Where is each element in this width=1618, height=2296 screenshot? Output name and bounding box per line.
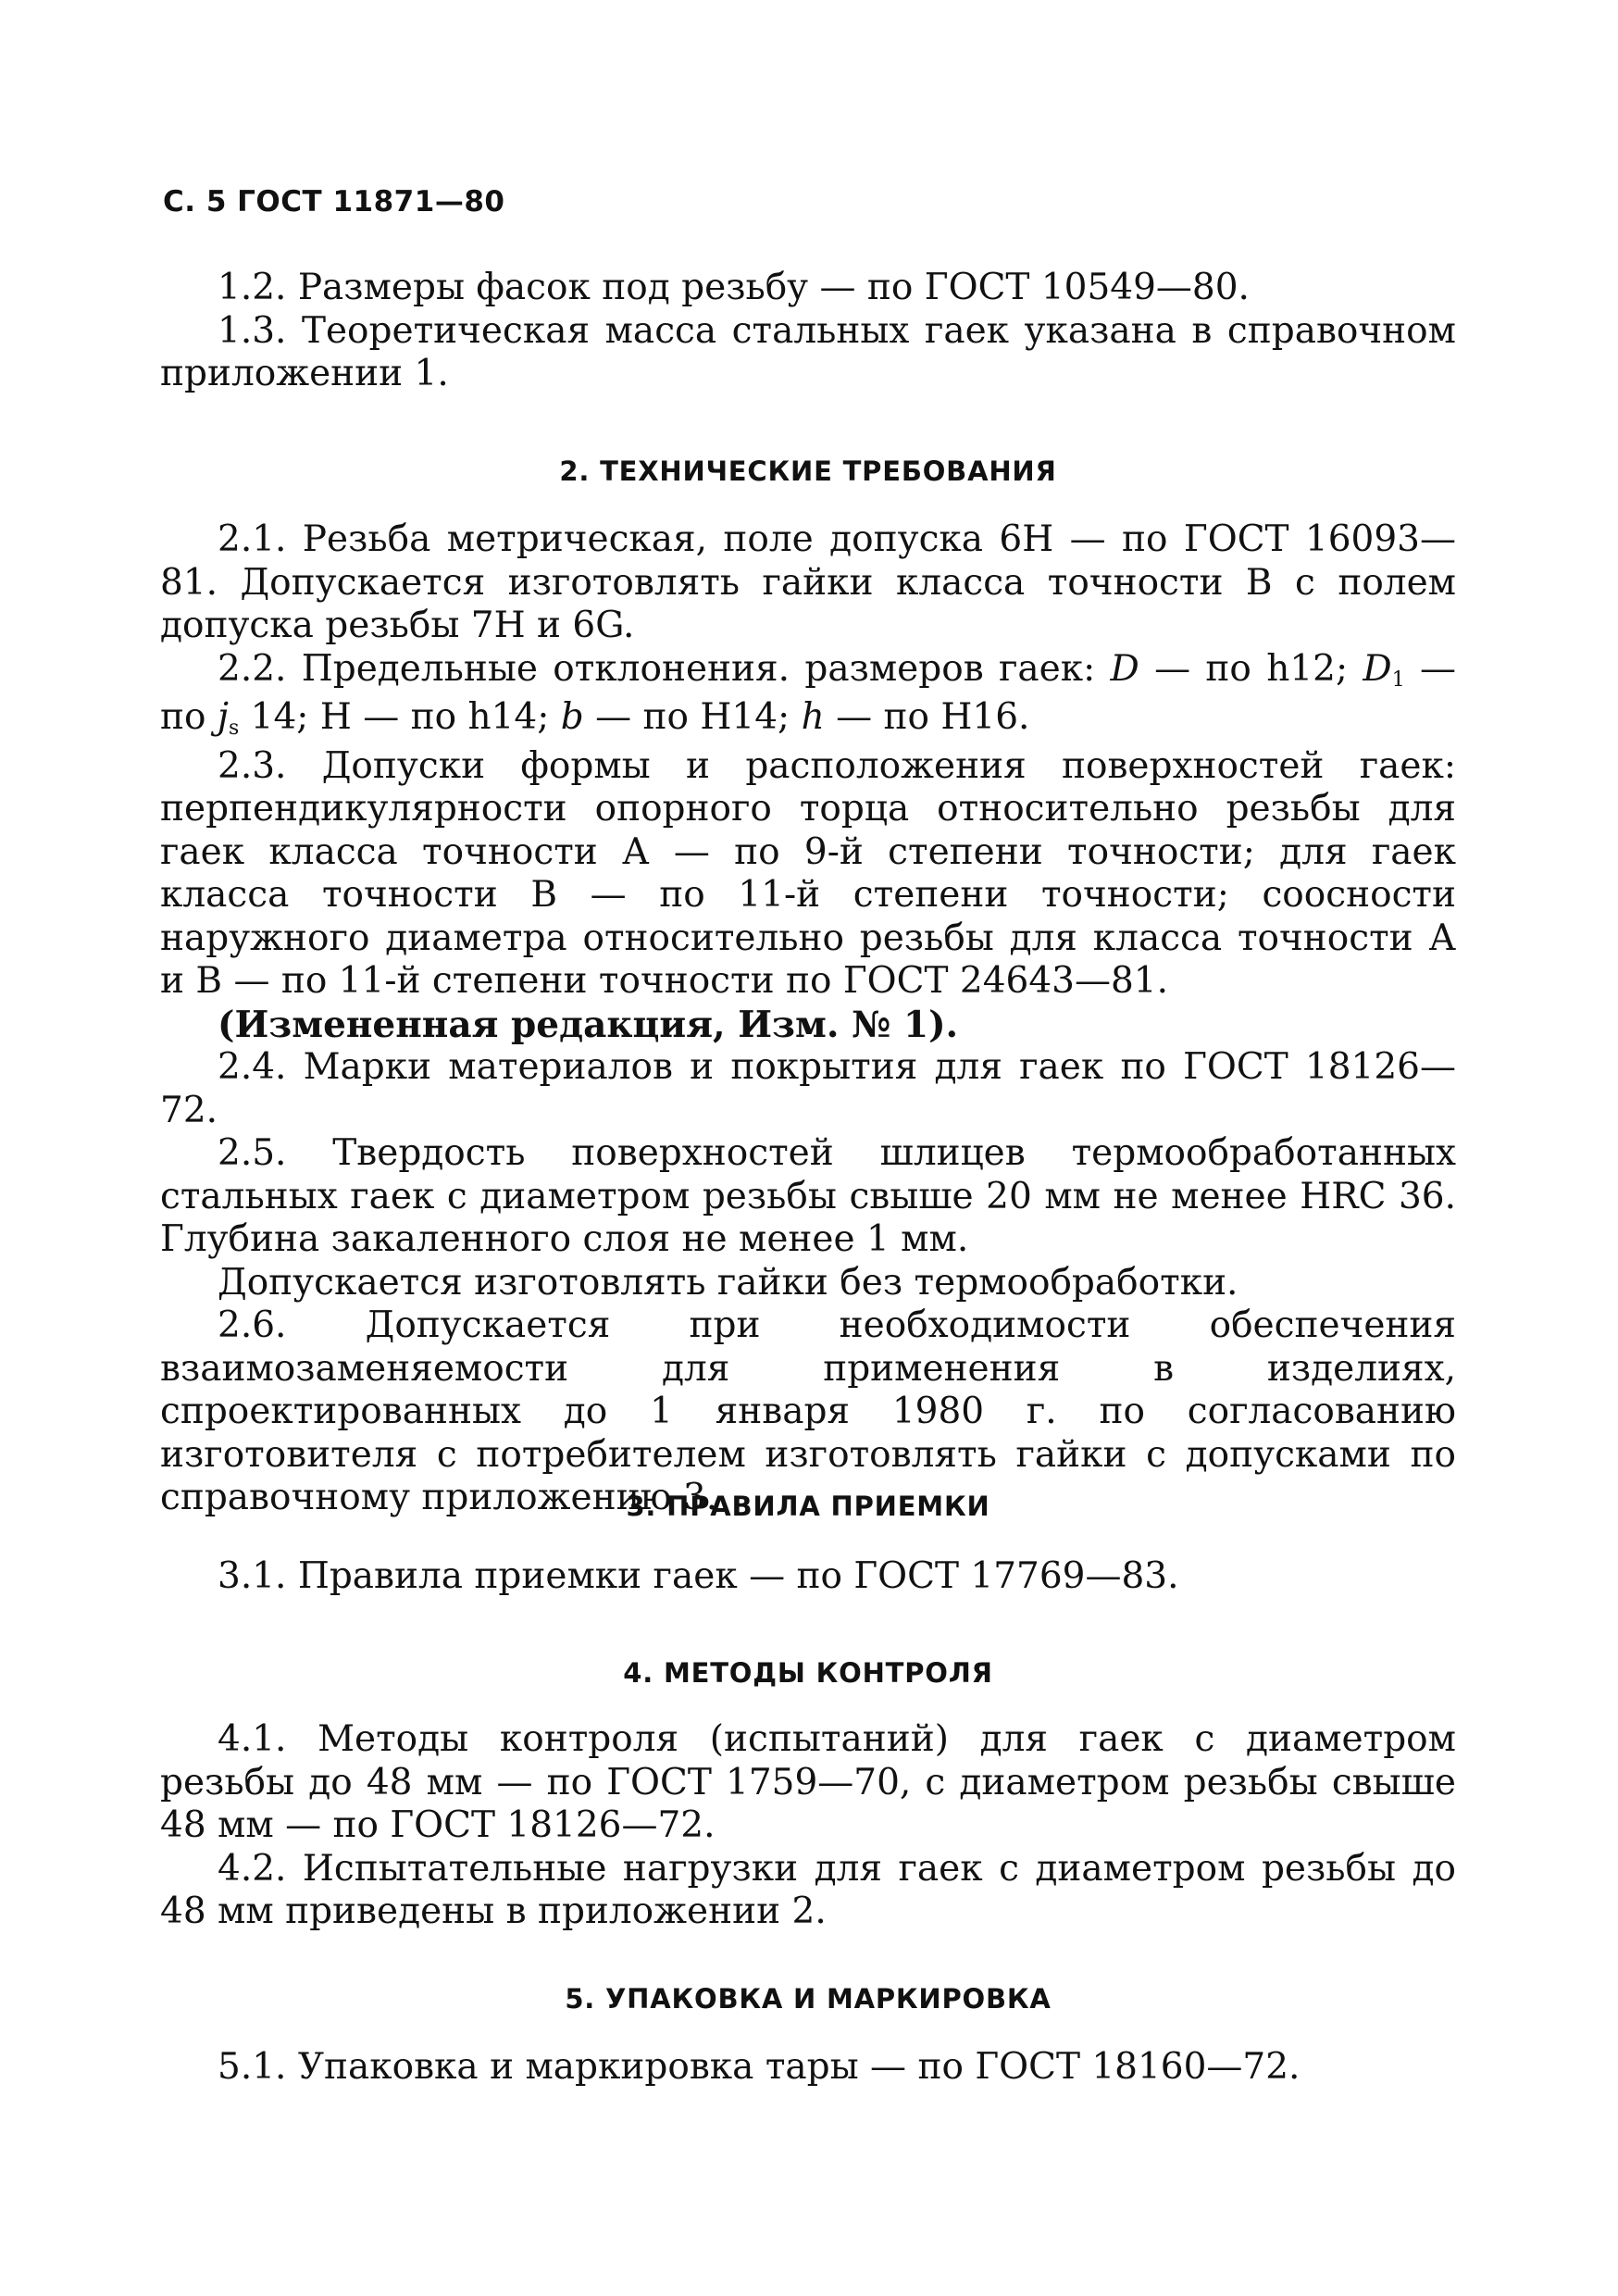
section-2-heading: 2. ТЕХНИЧЕСКИЕ ТРЕБОВАНИЯ	[559, 455, 1057, 487]
paragraph-2-6: 2.6. Допускается при необходимости обеспечения взаимозаменяемости для применения в изделиях, спроектированных до 1 января 1980 г. по согласованию изготовителя с потребителем изготовлять гайки с допусками по справочному приложению 3.	[160, 1304, 1456, 1518]
amendment-note: (Измененная редакция, Изм. № 1).	[218, 1003, 959, 1046]
paragraph-2-3: 2.3. Допуски формы и расположения поверхностей гаек: перпендикулярности опорного торца относительно резьбы для гаек класса точности А — по 9-й степени точности; для гаек класса точности В — по 11-й степени точности; соосности наружного диаметра относительно резьбы для класса точности А и В — по 11-й степени точности по ГОСТ 24643—81.	[160, 744, 1456, 1002]
running-head: С. 5 ГОСТ 11871—80	[163, 185, 505, 218]
paragraph-2-5: 2.5. Твердость поверхностей шлицев термообработанных стальных гаек с диаметром резьбы свыше 20 мм не менее HRC 36. Глубина закаленного слоя не менее 1 мм.	[160, 1132, 1456, 1260]
paragraph-2-4: 2.4. Марки материалов и покрытия для гаек по ГОСТ 18126—72.	[160, 1046, 1456, 1131]
section-1-body	[160, 267, 1456, 396]
paragraph-1-2: 1.2. Размеры фасок под резьбу — по ГОСТ 10549—80.	[218, 267, 1250, 308]
section-2-body	[160, 518, 1456, 1520]
paragraph-2-5-note: Допускается изготовлять гайки без термообработки.	[218, 1261, 1238, 1304]
paragraph-2-1: 2.1. Резьба метрическая, поле допуска 6Н — по ГОСТ 16093—81. Допускается изготовлять гайки класса точности В с полем допуска резьбы 7Н и 6G.	[160, 518, 1456, 646]
paragraph-4-2: 4.2. Испытательные нагрузки для гаек с диаметром резьбы до 48 мм приведены в приложении 2.	[160, 1847, 1456, 1932]
paragraph-3-1: 3.1. Правила приемки гаек — по ГОСТ 17769—83.	[218, 1555, 1179, 1597]
paragraph-1-3: 1.3. Теоретическая масса стальных гаек указана в справочном приложении 1.	[160, 309, 1456, 394]
section-4-heading: 4. МЕТОДЫ КОНТРОЛЯ	[623, 1657, 993, 1689]
paragraph-5-1: 5.1. Упаковка и маркировка тары — по ГОСТ 18160—72.	[218, 2046, 1301, 2088]
section-5-heading: 5. УПАКОВКА И МАРКИРОВКА	[565, 1983, 1052, 2015]
section-3-heading: 3. ПРАВИЛА ПРИЕМКИ	[626, 1491, 990, 1522]
section-5-body	[160, 2046, 1456, 2090]
section-3-body	[160, 1555, 1456, 1599]
section-4-body	[160, 1718, 1456, 1934]
paragraph-2-2: 2.2. Предельные отклонения. размеров гаек: D — по h12; D1 — по js 14; Н — по h14; b — по Н14; h — по Н16.	[160, 647, 1456, 740]
paragraph-4-1: 4.1. Методы контроля (испытаний) для гаек с диаметром резьбы до 48 мм — по ГОСТ 1759—70, с диаметром резьбы свыше 48 мм — по ГОСТ 18126—72.	[160, 1718, 1456, 1846]
